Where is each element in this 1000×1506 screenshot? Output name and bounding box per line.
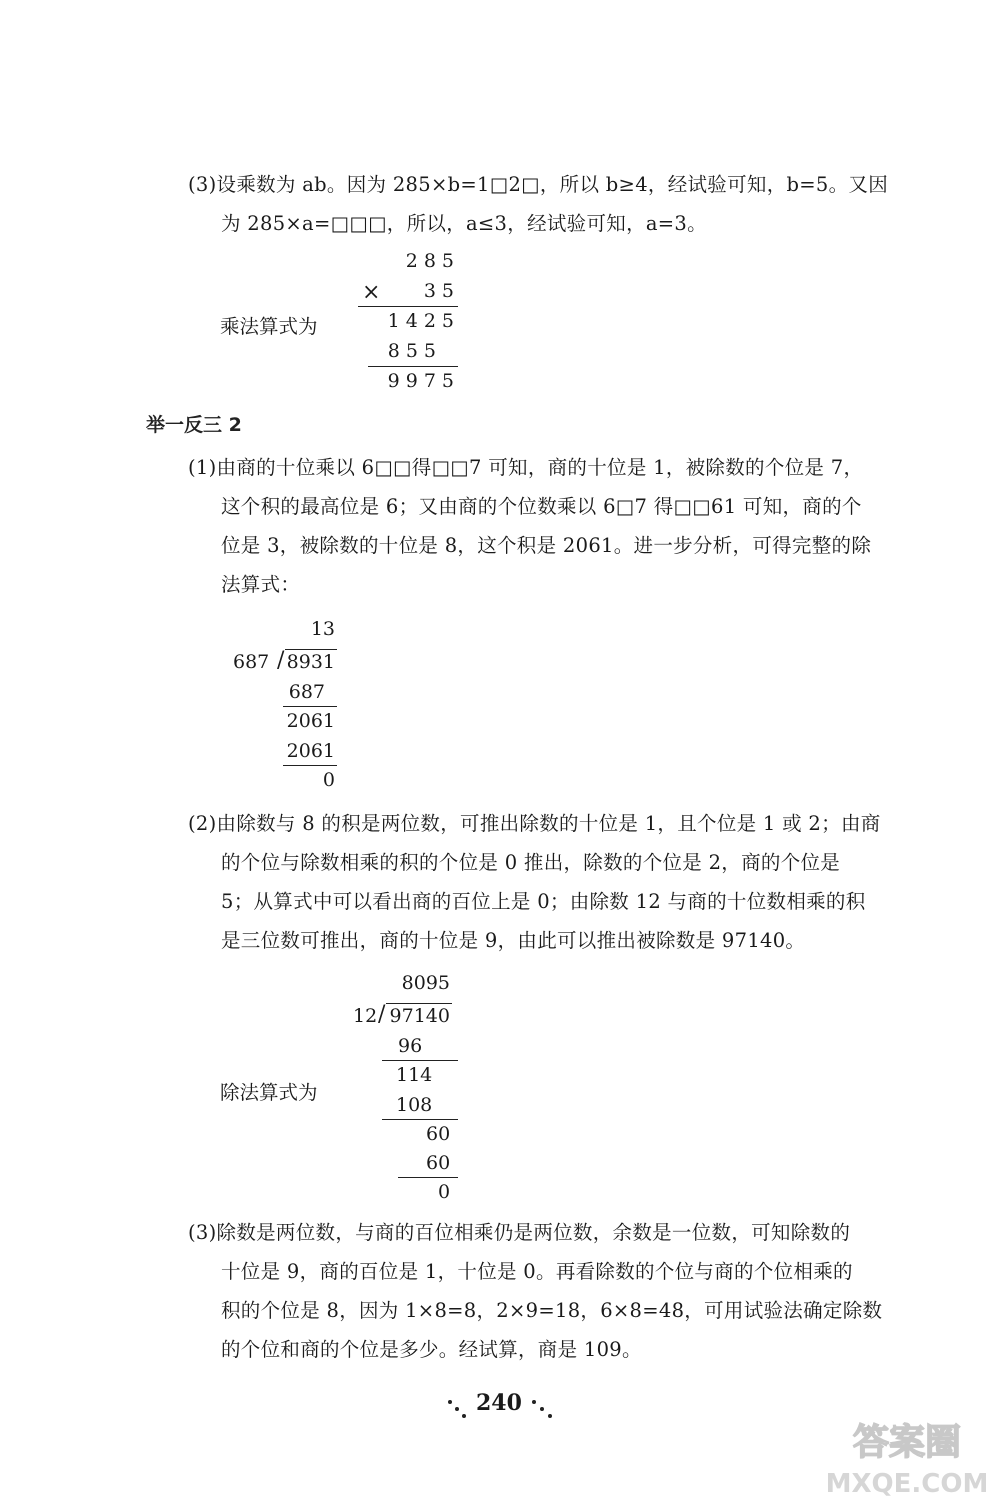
watermark-top-text: 答案圈 — [852, 1422, 962, 1463]
mult-explanation-line-1: (3)设乘数为 ab。因为 285×b=1□2□，所以 b≥4，经试验可知，b=5。又因 — [188, 173, 889, 196]
div2-label: 除法算式为 — [220, 1081, 318, 1104]
mult-explanation-line-2: 为 285×a=□□□，所以，a≤3，经试验可知，a=3。 — [221, 212, 707, 235]
section-heading: 举一反三 2 — [146, 414, 242, 436]
div3-line-2: 十位是 9，商的百位是 1，十位是 0。再看除数的个位与商的个位相乘的 — [221, 1260, 853, 1283]
mult-multiplier: 35 — [423, 280, 460, 302]
mult-rule-1 — [358, 306, 458, 307]
div1-rule-1 — [283, 706, 337, 707]
div2-calculation — [340, 972, 470, 1202]
mult-multiplicand: 285 — [405, 250, 460, 272]
div1-quotient: 13 — [310, 618, 335, 640]
div1-bracket: / — [277, 648, 285, 673]
div3-explanation — [188, 1213, 894, 1369]
mult-result: 9975 — [387, 370, 460, 392]
div1-calculation — [225, 618, 355, 798]
div2-line-3: 5；从算式中可以看出商的百位上是 0；由除数 12 与商的十位数相乘的积 — [221, 890, 866, 913]
div2-remainder: 0 — [438, 1181, 451, 1203]
div1-divisor: 687 — [233, 651, 270, 673]
div2-dividend: 97140 — [389, 1005, 450, 1027]
div2-line-4: 是三位数可推出，商的十位是 9，由此可以推出被除数是 97140。 — [221, 929, 806, 952]
div1-bracket-top — [285, 649, 337, 650]
div1-line-4: 法算式： — [221, 573, 301, 596]
mult-rule-2 — [368, 366, 458, 367]
div3-line-3: 积的个位是 8，因为 1×8=8，2×9=18，6×8=48，可用试验法确定除数 — [221, 1299, 883, 1322]
div2-divisor: 12 — [353, 1005, 378, 1027]
div1-line-3: 位是 3，被除数的十位是 8，这个积是 2061。进一步分析，可得完整的除 — [221, 534, 872, 557]
div1-step-2: 2061 — [286, 710, 335, 732]
div2-line-2: 的个位与除数相乘的积的个位是 0 推出，除数的个位是 2，商的个位是 — [221, 851, 841, 874]
mult-explanation — [188, 165, 894, 243]
div1-line-1: (1)由商的十位乘以 6□□得□□7 可知，商的十位是 1，被除数的个位是 7， — [188, 456, 864, 479]
div2-rule-2 — [382, 1119, 458, 1120]
div1-dividend: 8931 — [286, 651, 335, 673]
div2-step-2: 114 — [396, 1064, 433, 1086]
div2-quotient: 8095 — [401, 972, 450, 994]
div1-remainder: 0 — [322, 769, 335, 791]
div2-line-1: (2)由除数与 8 的积是两位数，可推出除数的十位是 1，且个位是 1 或 2；由商 — [188, 812, 881, 835]
div3-line-4: 的个位和商的个位是多少。经试算，商是 109。 — [221, 1338, 642, 1361]
div2-step-3: 108 — [396, 1094, 433, 1116]
mult-operator: × — [362, 280, 381, 305]
div2-step-4: 60 — [426, 1123, 451, 1145]
watermark-logo — [820, 1412, 995, 1502]
div2-explanation — [188, 804, 894, 960]
mult-partial-2: 855 — [387, 340, 442, 362]
page-number: 240 — [476, 1390, 522, 1416]
mult-partial-1: 1425 — [387, 310, 460, 332]
div2-bracket: / — [378, 1002, 386, 1027]
watermark-bottom-text: MXQE.COM — [825, 1469, 989, 1499]
div2-rule-1 — [382, 1060, 458, 1061]
div2-bracket-top — [386, 1003, 452, 1004]
div1-rule-2 — [283, 765, 337, 766]
div2-step-1: 96 — [398, 1035, 423, 1057]
mult-label: 乘法算式为 — [220, 315, 318, 338]
div3-line-1: (3)除数是两位数，与商的百位相乘仍是两位数，余数是一位数，可知除数的 — [188, 1221, 851, 1244]
div1-explanation — [188, 448, 894, 604]
div2-rule-3 — [398, 1177, 458, 1178]
div1-line-2: 这个积的最高位是 6；又由商的个位数乘以 6□7 得□□61 可知，商的个 — [221, 495, 862, 518]
div1-step-3: 2061 — [286, 740, 335, 762]
div2-step-5: 60 — [426, 1152, 451, 1174]
div1-step-1: 687 — [288, 681, 325, 703]
mult-calculation — [340, 250, 470, 395]
